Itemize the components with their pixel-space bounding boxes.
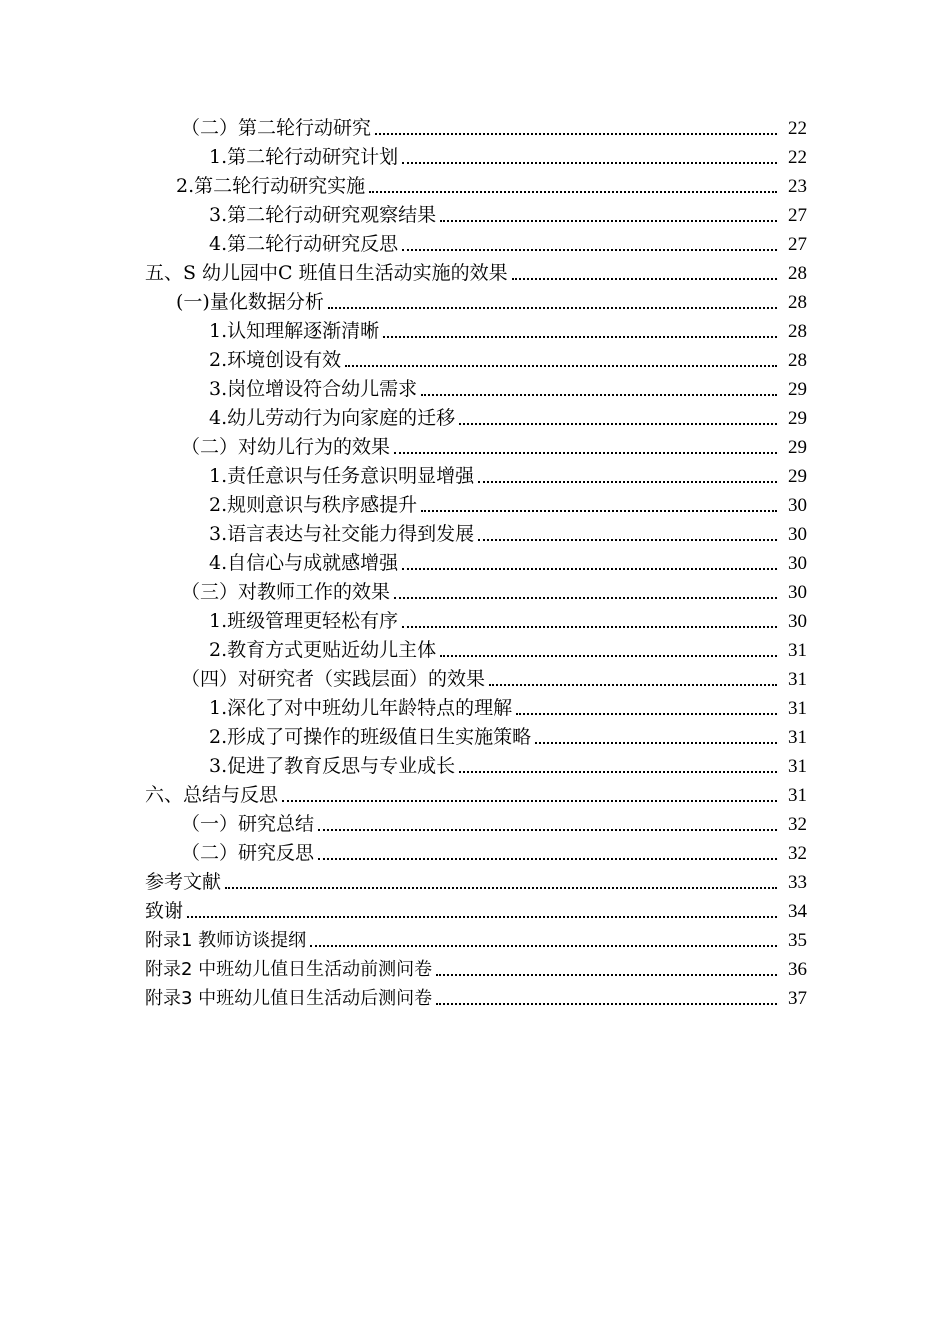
dot-leader bbox=[402, 607, 777, 636]
toc-entry-title: （二）第二轮行动研究 bbox=[181, 117, 372, 139]
toc-entry-title: 2.规则意识与秩序感提升 bbox=[209, 494, 418, 516]
dot-leader bbox=[478, 462, 777, 491]
toc-entry-title: （三）对教师工作的效果 bbox=[181, 581, 391, 603]
toc-entry[interactable] bbox=[0, 491, 950, 520]
toc-entry-page-number: 27 bbox=[788, 234, 807, 255]
dot-leader bbox=[369, 172, 777, 201]
toc-entry-title: （二）对幼儿行为的效果 bbox=[181, 436, 391, 458]
toc-entry-page-number: 37 bbox=[788, 988, 807, 1009]
toc-entry-title: 参考文献 bbox=[145, 871, 222, 893]
toc-entry-page-number: 31 bbox=[788, 727, 807, 748]
toc-entry-page-number: 32 bbox=[788, 814, 807, 835]
toc-entry[interactable] bbox=[0, 810, 950, 839]
toc-entry[interactable] bbox=[0, 578, 950, 607]
dot-leader bbox=[440, 201, 777, 230]
dot-leader bbox=[318, 810, 777, 839]
dot-leader bbox=[187, 897, 777, 926]
toc-entry-title: 1.第二轮行动研究计划 bbox=[209, 146, 399, 168]
toc-entry-title: 4.自信心与成就感增强 bbox=[209, 552, 399, 574]
dot-leader bbox=[535, 723, 777, 752]
dot-leader bbox=[440, 636, 777, 665]
dot-leader bbox=[318, 839, 777, 868]
toc-entry-page-number: 27 bbox=[788, 205, 807, 226]
toc-entry[interactable] bbox=[0, 462, 950, 491]
toc-entry-title: 1.班级管理更轻松有序 bbox=[209, 610, 399, 632]
toc-entry-title: 2.形成了可操作的班级值日生实施策略 bbox=[209, 726, 532, 748]
toc-entry[interactable] bbox=[0, 317, 950, 346]
dot-leader bbox=[310, 926, 777, 955]
toc-entry-page-number: 30 bbox=[788, 524, 807, 545]
toc-entry-title: 1.认知理解逐渐清晰 bbox=[209, 320, 380, 342]
toc-entry-page-number: 29 bbox=[788, 379, 807, 400]
toc-entry-page-number: 30 bbox=[788, 495, 807, 516]
toc-entry-title: 3.促进了教育反思与专业成长 bbox=[209, 755, 456, 777]
toc-entry-title: （一）研究总结 bbox=[181, 813, 315, 835]
toc-entry[interactable] bbox=[0, 607, 950, 636]
toc-entry-page-number: 31 bbox=[788, 698, 807, 719]
dot-leader bbox=[512, 259, 777, 288]
table-of-contents bbox=[0, 114, 950, 1013]
dot-leader bbox=[402, 230, 777, 259]
toc-entry-page-number: 29 bbox=[788, 408, 807, 429]
toc-entry[interactable] bbox=[0, 201, 950, 230]
dot-leader bbox=[421, 491, 777, 520]
toc-entry[interactable] bbox=[0, 636, 950, 665]
toc-entry-page-number: 30 bbox=[788, 611, 807, 632]
dot-leader bbox=[282, 781, 777, 810]
dot-leader bbox=[383, 317, 777, 346]
dot-leader bbox=[489, 665, 777, 694]
dot-leader bbox=[402, 549, 777, 578]
toc-entry-page-number: 35 bbox=[788, 930, 807, 951]
dot-leader bbox=[375, 114, 777, 143]
dot-leader bbox=[459, 404, 777, 433]
toc-entry[interactable] bbox=[0, 549, 950, 578]
toc-entry-title: 1.责任意识与任务意识明显增强 bbox=[209, 465, 475, 487]
dot-leader bbox=[436, 955, 777, 984]
toc-entry-title: 3.岗位增设符合幼儿需求 bbox=[209, 378, 418, 400]
dot-leader bbox=[394, 578, 777, 607]
toc-entry-page-number: 30 bbox=[788, 582, 807, 603]
toc-entry[interactable] bbox=[0, 288, 950, 317]
dot-leader bbox=[225, 868, 777, 897]
dot-leader bbox=[421, 375, 777, 404]
toc-entry[interactable] bbox=[0, 839, 950, 868]
toc-entry-page-number: 30 bbox=[788, 553, 807, 574]
toc-entry[interactable] bbox=[0, 520, 950, 549]
toc-entry-page-number: 22 bbox=[788, 147, 807, 168]
dot-leader bbox=[478, 520, 777, 549]
toc-entry-page-number: 31 bbox=[788, 669, 807, 690]
toc-entry-title: 致谢 bbox=[145, 900, 184, 922]
toc-entry-title: 五、S 幼儿园中C 班值日生活动实施的效果 bbox=[145, 262, 508, 284]
dot-leader bbox=[345, 346, 777, 375]
toc-entry-title: 附录3 中班幼儿值日生活动后测问卷 bbox=[145, 988, 433, 1009]
toc-entry-page-number: 28 bbox=[788, 263, 807, 284]
dot-leader bbox=[459, 752, 777, 781]
toc-entry-title: （二）研究反思 bbox=[181, 842, 315, 864]
toc-entry-title: 附录2 中班幼儿值日生活动前测问卷 bbox=[145, 959, 433, 980]
toc-entry-title: 2.教育方式更贴近幼儿主体 bbox=[209, 639, 437, 661]
toc-entry-page-number: 28 bbox=[788, 321, 807, 342]
toc-entry-page-number: 31 bbox=[788, 785, 807, 806]
toc-entry[interactable] bbox=[0, 694, 950, 723]
toc-entry-title: 3.语言表达与社交能力得到发展 bbox=[209, 523, 475, 545]
toc-entry-title: 2.第二轮行动研究实施 bbox=[176, 175, 366, 197]
toc-entry-title: 3.第二轮行动研究观察结果 bbox=[209, 204, 437, 226]
toc-entry-page-number: 28 bbox=[788, 292, 807, 313]
toc-entry[interactable] bbox=[0, 433, 950, 462]
toc-entry-title: 1.深化了对中班幼儿年龄特点的理解 bbox=[209, 697, 513, 719]
toc-entry-title: 附录1 教师访谈提纲 bbox=[145, 930, 307, 951]
toc-entry-title: (一)量化数据分析 bbox=[176, 291, 324, 313]
toc-entry[interactable] bbox=[0, 926, 950, 955]
toc-entry-page-number: 32 bbox=[788, 843, 807, 864]
dot-leader bbox=[436, 984, 777, 1013]
toc-entry[interactable] bbox=[0, 114, 950, 143]
toc-entry[interactable] bbox=[0, 984, 950, 1013]
toc-entry-page-number: 31 bbox=[788, 640, 807, 661]
toc-entry-title: 2.环境创设有效 bbox=[209, 349, 342, 371]
toc-entry-page-number: 29 bbox=[788, 437, 807, 458]
toc-entry[interactable] bbox=[0, 346, 950, 375]
toc-entry-page-number: 23 bbox=[788, 176, 807, 197]
toc-entry[interactable] bbox=[0, 781, 950, 810]
toc-entry-page-number: 29 bbox=[788, 466, 807, 487]
toc-entry[interactable] bbox=[0, 897, 950, 926]
toc-entry-page-number: 34 bbox=[788, 901, 807, 922]
toc-entry[interactable] bbox=[0, 230, 950, 259]
toc-entry-title: 4.第二轮行动研究反思 bbox=[209, 233, 399, 255]
toc-entry-page-number: 36 bbox=[788, 959, 807, 980]
toc-entry[interactable] bbox=[0, 955, 950, 984]
toc-entry-title: （四）对研究者（实践层面）的效果 bbox=[181, 668, 486, 690]
dot-leader bbox=[328, 288, 777, 317]
toc-entry[interactable] bbox=[0, 172, 950, 201]
toc-entry-title: 六、总结与反思 bbox=[145, 784, 279, 806]
toc-entry[interactable] bbox=[0, 404, 950, 433]
toc-entry-title: 4.幼儿劳动行为向家庭的迁移 bbox=[209, 407, 456, 429]
dot-leader bbox=[402, 143, 777, 172]
dot-leader bbox=[394, 433, 777, 462]
toc-entry-page-number: 28 bbox=[788, 350, 807, 371]
toc-entry-page-number: 31 bbox=[788, 756, 807, 777]
toc-entry-page-number: 22 bbox=[788, 118, 807, 139]
toc-entry[interactable] bbox=[0, 723, 950, 752]
toc-entry[interactable] bbox=[0, 868, 950, 897]
toc-entry[interactable] bbox=[0, 143, 950, 172]
toc-entry[interactable] bbox=[0, 375, 950, 404]
toc-entry[interactable] bbox=[0, 259, 950, 288]
toc-entry-page-number: 33 bbox=[788, 872, 807, 893]
dot-leader bbox=[516, 694, 777, 723]
toc-entry[interactable] bbox=[0, 752, 950, 781]
toc-entry[interactable] bbox=[0, 665, 950, 694]
